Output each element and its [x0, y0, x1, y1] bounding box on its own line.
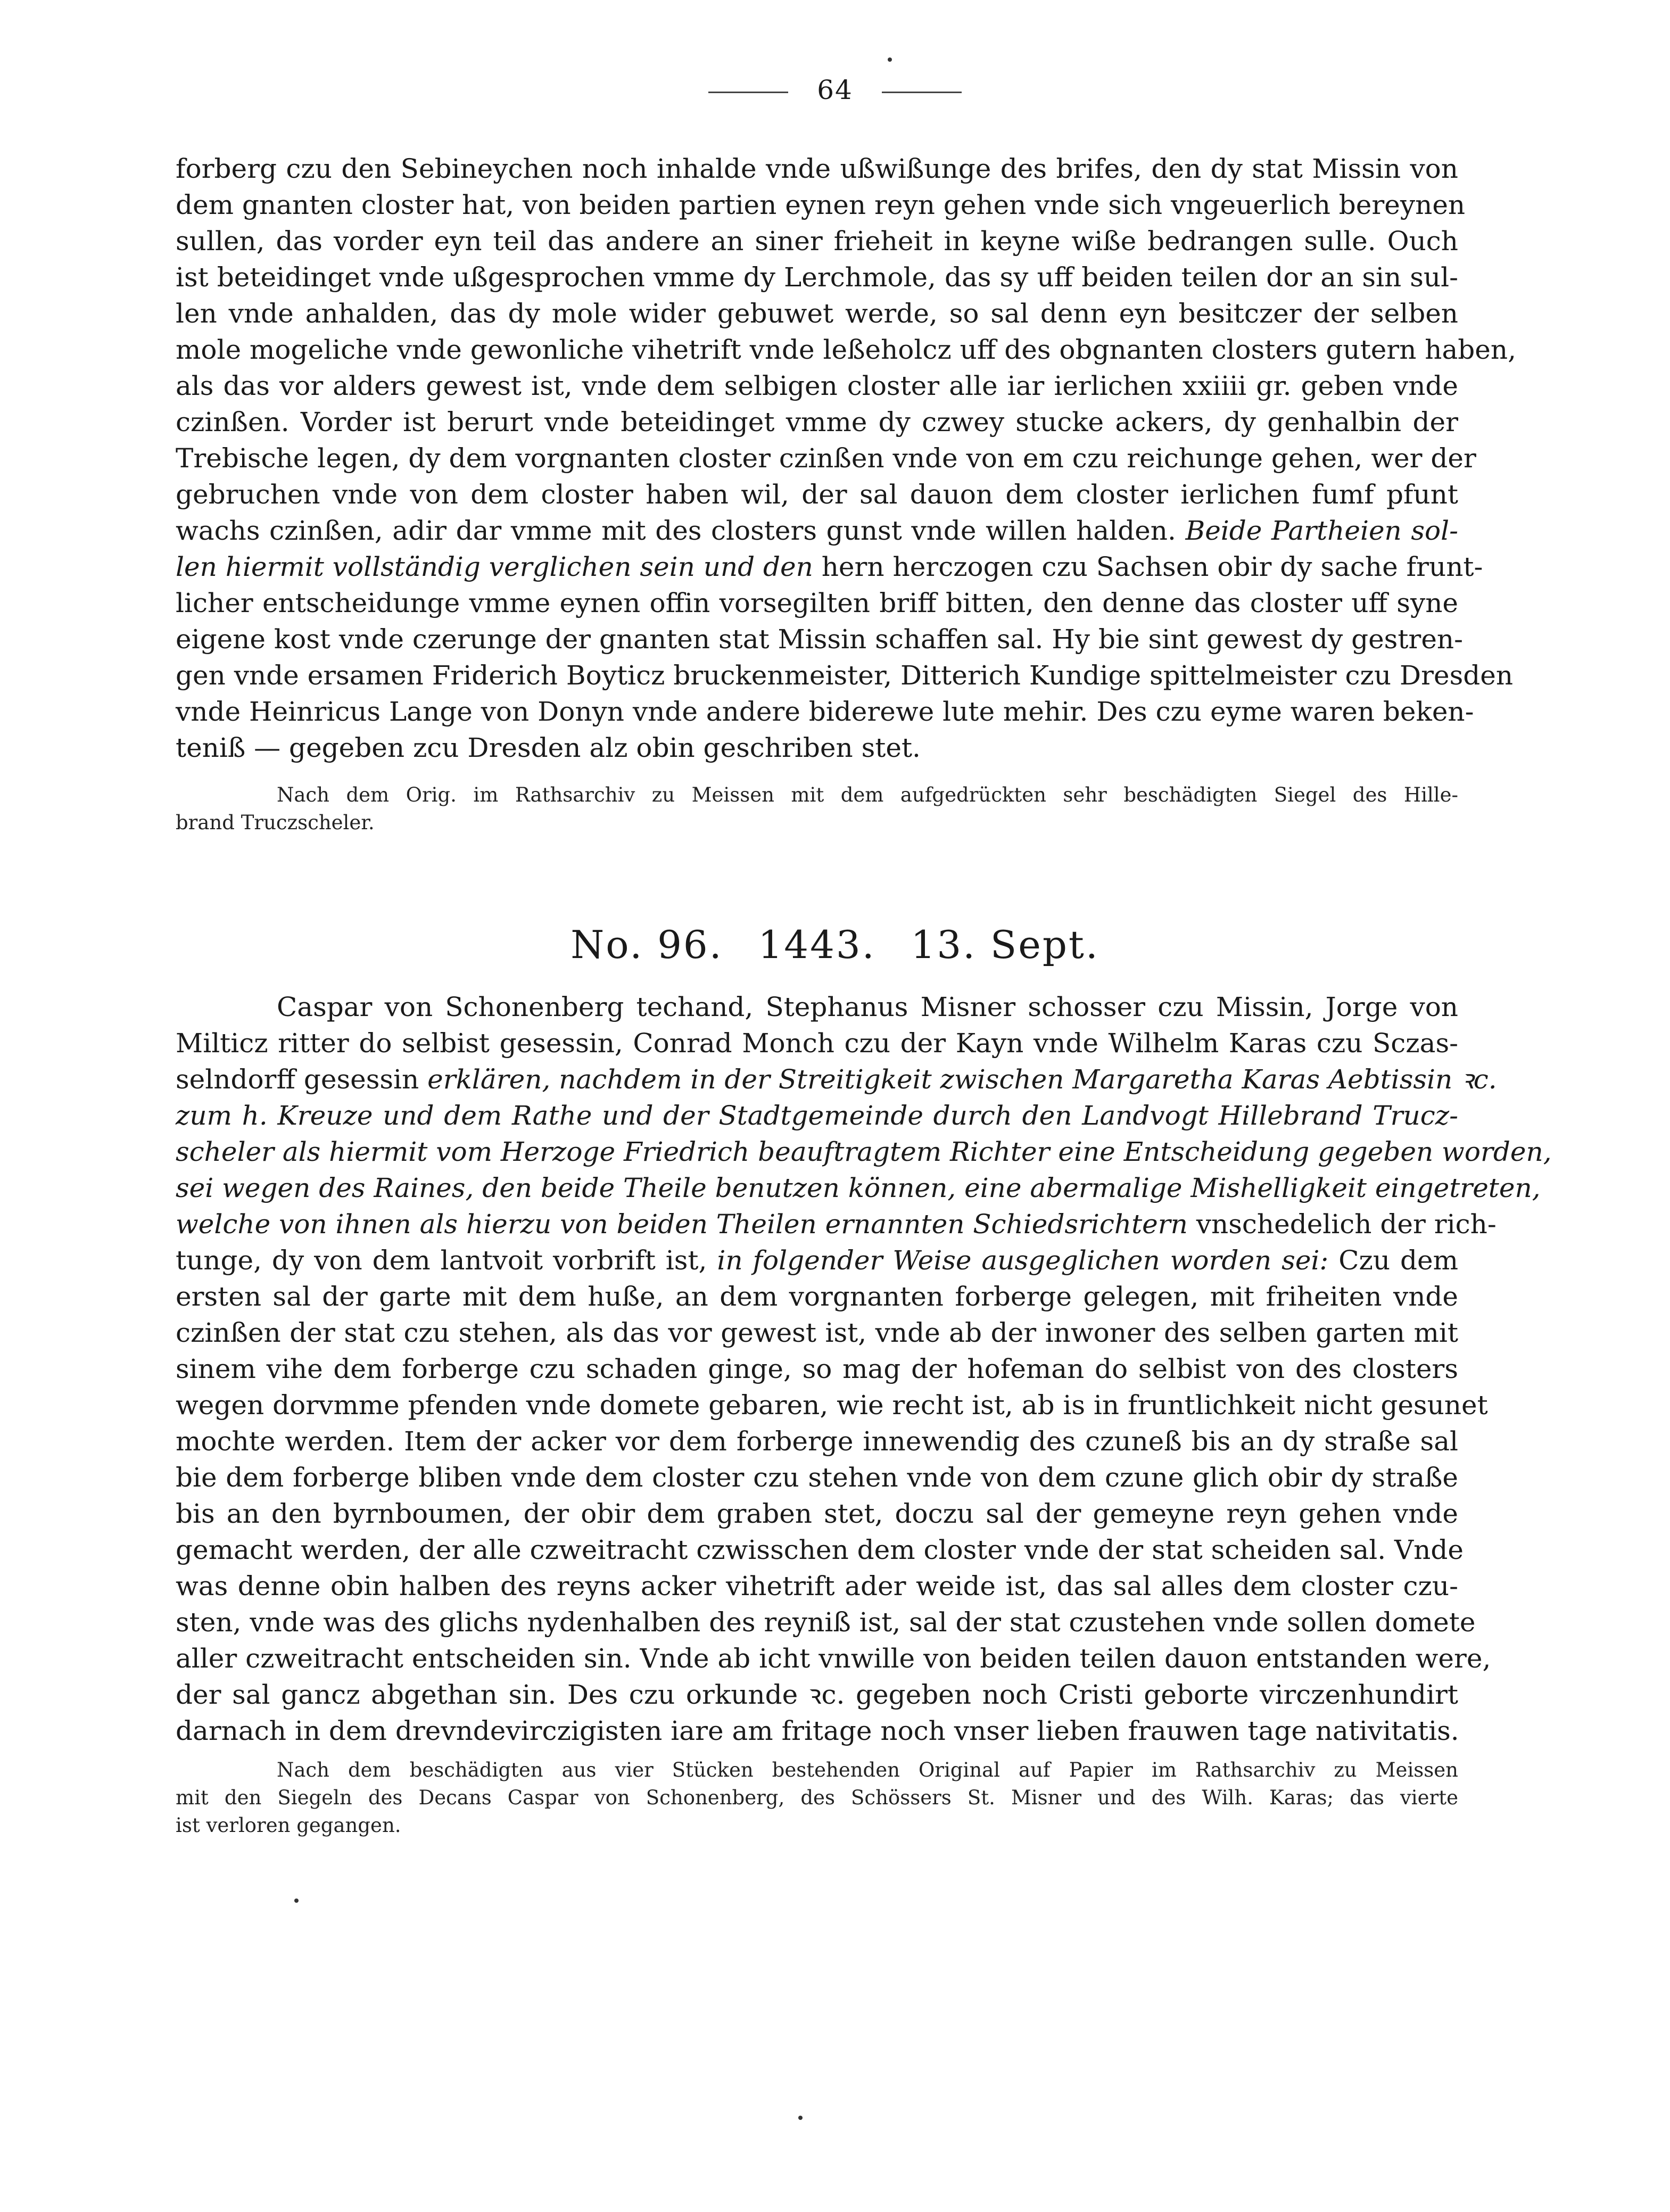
text-line: len vnde anhalden, das dy mole wider gebuwet werde, so sal denn eyn besitczer der selben: [176, 298, 1458, 329]
text-segment-italic: len hiermit vollständig verglichen sein und den: [176, 551, 813, 582]
text-segment: vnschedelich der rich-: [1196, 1209, 1497, 1240]
text-line: licher entscheidunge vmme eynen offin vorsegilten briff bitten, den denne das closter uff syne: [176, 588, 1458, 618]
text-line: [176, 1242, 1458, 1278]
text-line: was denne obin halben des reyns acker vihetrift ader weide ist, das sal alles dem closter czu-: [176, 1571, 1458, 1602]
document-date: 13. Sept.: [911, 922, 1099, 967]
text-line: czinßen der stat czu stehen, als das vor gewest ist, vnde ab der inwoner des selben garten mit: [176, 1317, 1458, 1348]
document-text-block: [176, 989, 1552, 1749]
document-number: No. 96.: [571, 922, 723, 967]
text-line: teniß — gegeben zcu Dresden alz obin geschriben stet.: [176, 732, 921, 763]
print-speck: [888, 57, 892, 62]
source-note-1: [176, 781, 1458, 837]
text-segment-italic: in folgender Weise ausgeglichen worden sei:: [717, 1245, 1329, 1276]
text-line: eigene kost vnde czerunge der gnanten stat Missin schaffen sal. Hy bie sint gewest dy gestren-: [176, 624, 1464, 655]
text-line: Milticz ritter do selbist gesessin, Conrad Monch czu der Kayn vnde Wilhelm Karas czu Sczas-: [176, 1028, 1458, 1059]
text-segment-italic: welche von ihnen als hierzu von beiden Theilen ernannten Schiedsrichtern: [176, 1209, 1188, 1240]
text-line: ersten sal der garte mit dem huße, an dem vorgnanten forberge gelegen, mit friheiten vnde: [176, 1281, 1458, 1312]
text-line: dem gnanten closter hat, von beiden partien eynen reyn gehen vnde sich vngeuerlich bereynen: [176, 189, 1466, 220]
note-line: brand Truczscheler.: [176, 811, 375, 834]
text-line: [176, 1206, 1497, 1242]
text-segment: Czu dem: [1338, 1245, 1458, 1276]
text-line: der sal gancz abgethan sin. Des czu orkunde ꝛc. gegeben noch Cristi geborte virczenhundirt: [176, 1679, 1458, 1710]
note-line: Nach dem Orig. im Rathsarchiv zu Meissen mit dem aufgedrückten sehr beschädigten Siegel des Hille-: [277, 783, 1458, 806]
text-line: mochte werden. Item der acker vor dem forberge innewendig des czuneß bis an dy straße sal: [176, 1426, 1458, 1457]
note-line: ist verloren gegangen.: [176, 1814, 401, 1837]
text-segment-italic: Beide Partheien sol-: [1185, 515, 1458, 546]
text-line: scheler als hiermit vom Herzoge Friedrich beauftragtem Richter eine Entscheidung gegeben worden,: [176, 1136, 1552, 1167]
text-line: wegen dorvmme pfenden vnde domete gebaren, wie recht ist, ab is in fruntlichkeit nicht gesunet: [176, 1390, 1488, 1421]
header-rule-left: [708, 92, 788, 93]
header-rule-right: [882, 92, 962, 93]
text-line: [176, 513, 1458, 549]
page-number: 64: [817, 75, 853, 105]
note-line: mit den Siegeln des Decans Caspar von Schonenberg, des Schössers St. Misner und des Wilh. Karas; das vierte: [176, 1786, 1458, 1809]
document-heading: [0, 922, 1670, 967]
text-line: sinem vihe dem forberge czu schaden ginge, so mag der hofeman do selbist von des closters: [176, 1353, 1458, 1384]
text-line: gen vnde ersamen Friderich Boyticz bruckenmeister, Ditterich Kundige spittelmeister czu Dresden: [176, 660, 1514, 691]
text-line: als das vor alders gewest ist, vnde dem selbigen closter alle iar ierlichen xxiiii gr. geben vnde: [176, 370, 1458, 401]
text-line: [176, 1061, 1497, 1097]
text-line: ist beteidinget vnde ußgesprochen vmme dy Lerchmole, das sy uff beiden teilen dor an sin sul-: [176, 262, 1458, 293]
document-year: 1443.: [758, 922, 876, 967]
source-note-2: [176, 1756, 1458, 1839]
text-line: forberg czu den Sebineychen noch inhalde vnde ußwißunge des brifes, den dy stat Missin von: [176, 153, 1458, 184]
print-speck: [798, 2116, 803, 2120]
text-line: zum h. Kreuze und dem Rathe und der Stadtgemeinde durch den Landvogt Hillebrand Trucz-: [176, 1100, 1458, 1131]
text-line: [176, 549, 1483, 585]
text-line: aller czweitracht entscheiden sin. Vnde ab icht vnwille von beiden teilen dauon entstanden were,: [176, 1643, 1491, 1674]
continued-text-block: [176, 151, 1516, 766]
text-segment: hern herczogen czu Sachsen obir dy sache frunt-: [821, 551, 1483, 582]
text-segment: wachs czinßen, adir dar vmme mit des closters gunst vnde willen halden.: [176, 515, 1176, 546]
text-line: bis an den byrnboumen, der obir dem graben stet, doczu sal der gemeyne reyn gehen vnde: [176, 1498, 1458, 1529]
text-line: gemacht werden, der alle czweitracht czwisschen dem closter vnde der stat scheiden sal. Vnde: [176, 1534, 1464, 1565]
text-line: sei wegen des Raines, den beide Theile benutzen können, eine abermalige Mishelligkeit eingetreten,: [176, 1173, 1541, 1203]
text-segment: tunge, dy von dem lantvoit vorbrift ist,: [176, 1245, 707, 1276]
text-line: sten, vnde was des glichs nydenhalben des reyniß ist, sal der stat czustehen vnde sollen domete: [176, 1607, 1476, 1638]
note-line: Nach dem beschädigten aus vier Stücken bestehenden Original auf Papier im Rathsarchiv zu Meissen: [277, 1759, 1458, 1781]
text-line: czinßen. Vorder ist berurt vnde beteidinget vmme dy czwey stucke ackers, dy genhalbin der: [176, 407, 1458, 438]
text-line: Trebische legen, dy dem vorgnanten closter czinßen vnde von em czu reichunge gehen, wer der: [176, 443, 1476, 474]
text-line: mole mogeliche vnde gewonliche vihetrift vnde leßeholcz uff des obgnanten closters gutern haben,: [176, 334, 1516, 365]
text-line: gebruchen vnde von dem closter haben wil, der sal dauon dem closter ierlichen fumf pfunt: [176, 479, 1458, 510]
print-speck: [294, 1899, 299, 1903]
text-line: bie dem forberge bliben vnde dem closter czu stehen vnde von dem czune glich obir dy straße: [176, 1462, 1458, 1493]
text-segment-italic: erklären, nachdem in der Streitigkeit zwischen Margaretha Karas Aebtissin ꝛc.: [427, 1064, 1497, 1095]
text-line: Caspar von Schonenberg techand, Stephanus Misner schosser czu Missin, Jorge von: [277, 992, 1458, 1022]
text-line: vnde Heinricus Lange von Donyn vnde andere biderewe lute mehir. Des czu eyme waren beken-: [176, 696, 1474, 727]
text-line: darnach in dem drevndevirczigisten iare am fritage noch vnser lieben frauwen tage nativitatis.: [176, 1715, 1459, 1746]
text-segment: selndorff gesessin: [176, 1064, 419, 1095]
text-line: sullen, das vorder eyn teil das andere an siner frieheit in keyne wiße bedrangen sulle. Ouch: [176, 226, 1458, 257]
page-header: [0, 75, 1670, 105]
